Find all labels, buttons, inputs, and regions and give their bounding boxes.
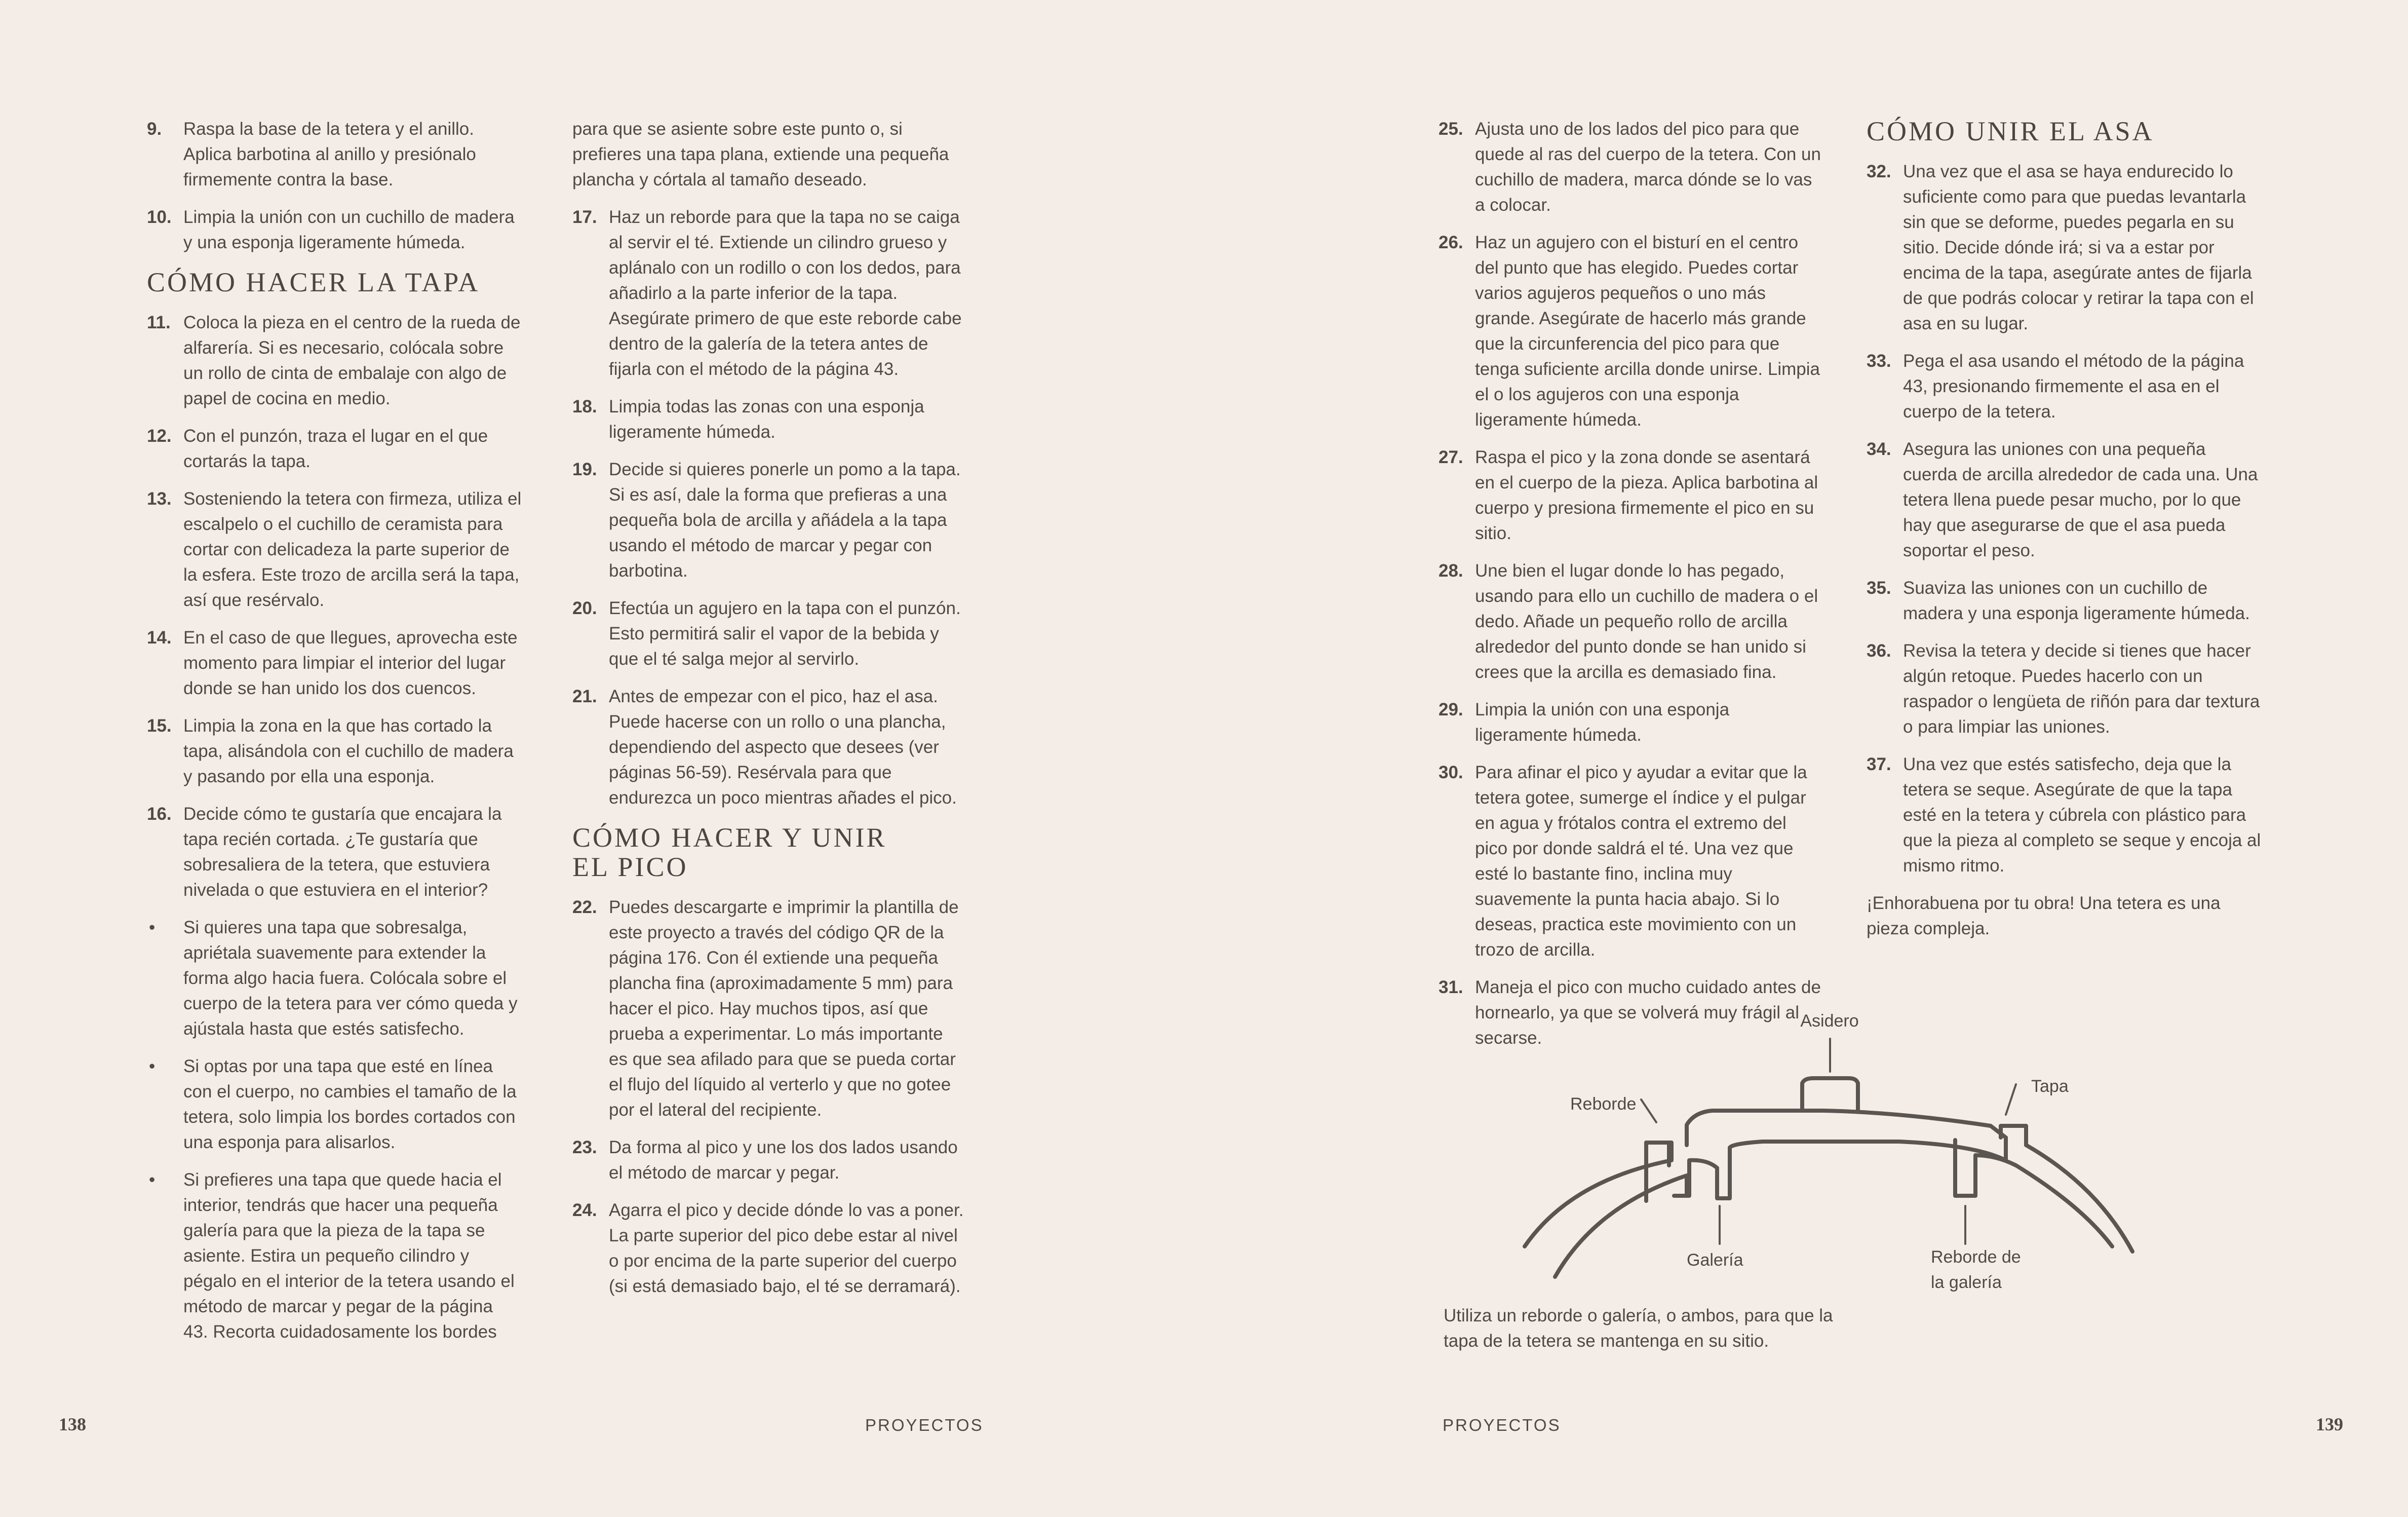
step-item bbox=[1439, 697, 1823, 748]
step-item bbox=[1867, 752, 2262, 879]
bullet-marker: • bbox=[149, 1056, 156, 1076]
teapot-body-outer bbox=[1525, 1143, 1672, 1246]
steps-17-21 bbox=[572, 205, 965, 811]
step-number: 13. bbox=[147, 489, 172, 509]
step-number: 25. bbox=[1439, 119, 1463, 139]
teapot-lid-diagram bbox=[1494, 993, 2163, 1307]
step-text: Haz un reborde para que la tapa no se caiga al servir el té. Extiende un cilindro grueso y aplánalo con un rodillo o con los dedos, para añadirlo a la parte inferior de la tapa. Asegúrate primero de que este reborde cabe dentro de la galería de la tetera antes de fijarla con el método de la página 43. bbox=[609, 207, 962, 379]
step-item bbox=[147, 117, 522, 193]
step-text: Una vez que estés satisfecho, deja que la tetera se seque. Asegúrate de que la tapa esté en la tetera y cúbrela con plástico para que la pieza al completo se seque y encoja al mismo ritmo. bbox=[1903, 754, 2261, 876]
step-item bbox=[1867, 638, 2262, 740]
step-item bbox=[572, 596, 965, 672]
step-item bbox=[572, 457, 965, 584]
step-item bbox=[1439, 760, 1823, 963]
step-text: Antes de empezar con el pico, haz el asa. Puede hacerse con un rollo o una plancha, dependiendo del aspecto que desees (ver páginas 56-59). Resérvala para que endurezca un poco mientras añades el pico. bbox=[609, 687, 957, 808]
step-text: Haz un agujero con el bisturí en el centro del punto que has elegido. Puedes cortar varios agujeros pequeños o uno más grande. Asegúrate de hacerlo más grande que la circunferencia del pico para que tenga suficiente arcilla donde unirse. Limpia el o los agujeros con una esponja ligeramente húmeda. bbox=[1475, 233, 1820, 430]
step-text: Maneja el pico con mucho cuidado antes de hornearlo, ya que se volverá muy frágil al secarse. bbox=[1475, 977, 1821, 1048]
teapot-body-inner bbox=[1555, 1175, 1687, 1277]
step-number: 16. bbox=[147, 804, 172, 824]
step-number: 14. bbox=[147, 628, 172, 648]
diagram-caption: Utiliza un reborde o galería, o ambos, para que la tapa de la tetera se mantenga en su sitio. bbox=[1444, 1306, 1833, 1351]
step-number: 29. bbox=[1439, 700, 1463, 719]
step-text: Decide si quieres ponerle un pomo a la tapa. Si es así, dale la forma que prefieras a una pequeña bola de arcilla y añádela a la tapa usando el método de marcar y pegar con barbotina. bbox=[609, 460, 961, 581]
step-item bbox=[147, 713, 522, 789]
step-item bbox=[572, 394, 965, 445]
step-number: 35. bbox=[1867, 578, 1891, 598]
bullet-item bbox=[147, 1167, 522, 1345]
step-item bbox=[147, 205, 522, 255]
step-number: 30. bbox=[1439, 763, 1463, 782]
step-text: Da forma al pico y une los dos lados usando el método de marcar y pegar. bbox=[609, 1137, 958, 1183]
label-reborde-galeria-1: Reborde de bbox=[1931, 1247, 2021, 1267]
step-number: 12. bbox=[147, 426, 172, 446]
footer-right: PROYECTOS bbox=[1443, 1416, 1561, 1434]
step-item bbox=[1439, 445, 1823, 546]
step-text: Sosteniendo la tetera con firmeza, utiliza el escalpelo o el cuchillo de ceramista para cortar con delicadeza la parte superior de la esfera. Este trozo de arcilla será la tapa, así que resérvalo. bbox=[183, 489, 522, 610]
step-number: 17. bbox=[572, 207, 597, 227]
step-item bbox=[572, 1135, 965, 1186]
step-text: Con el punzón, traza el lugar en el que cortarás la tapa. bbox=[183, 426, 488, 471]
step-text: Para afinar el pico y ayudar a evitar que la tetera gotee, sumerge el índice y el pulgar en agua y frótalos contra el extremo del pico por donde saldrá el té. Una vez que esté lo bastante fino, inclina muy suavemente la punta hacia abajo. Si lo deseas, practica este movimiento con un trozo de arcilla. bbox=[1475, 763, 1807, 960]
step-number: 34. bbox=[1867, 439, 1891, 459]
step-text: Si optas por una tapa que esté en línea con el cuerpo, no cambies el tamaño de la tetera, solo limpia los bordes cortados con una esponja para alisarlos. bbox=[183, 1056, 517, 1152]
step-text: Agarra el pico y decide dónde lo vas a poner. La parte superior del pico debe estar al nivel o por encima de la parte superior del cuerpo (si está demasiado bajo, el té se derramará). bbox=[609, 1200, 964, 1296]
label-reborde-galeria-2: la galería bbox=[1931, 1273, 2002, 1292]
steps-9-10 bbox=[147, 117, 522, 255]
footer-left: PROYECTOS bbox=[865, 1416, 984, 1434]
step-text: Raspa el pico y la zona donde se asentará en el cuerpo de la pieza. Aplica barbotina al cuerpo y presiona firmemente el pico en su sitio. bbox=[1475, 447, 1818, 543]
step-text: Limpia la unión con un cuchillo de madera y una esponja ligeramente húmeda. bbox=[183, 207, 515, 252]
step-item bbox=[1867, 349, 2262, 425]
right-column-2 bbox=[1867, 117, 2262, 954]
label-reborde: Reborde bbox=[1570, 1094, 1637, 1114]
heading-como-hacer-el-pico bbox=[572, 823, 965, 882]
step-item bbox=[1867, 159, 2262, 336]
step-text: Suaviza las uniones con un cuchillo de madera y una esponja ligeramente húmeda. bbox=[1903, 578, 2250, 623]
label-asidero: Asidero bbox=[1800, 1011, 1859, 1031]
leader-reborde bbox=[1641, 1099, 1656, 1122]
step-text: Revisa la tetera y decide si tienes que hacer algún retoque. Puedes hacerlo con un raspador o lengüeta de riñón para dar textura o para limpiar las uniones. bbox=[1903, 641, 2260, 737]
step-text: Limpia la unión con una esponja ligeramente húmeda. bbox=[1475, 700, 1730, 745]
step-number: 23. bbox=[572, 1137, 597, 1157]
step-item bbox=[572, 895, 965, 1123]
step-item bbox=[147, 625, 522, 701]
step-number: 11. bbox=[147, 313, 171, 332]
bullet-item bbox=[147, 915, 522, 1042]
step-number: 31. bbox=[1439, 977, 1463, 997]
heading-como-unir-el-asa: CÓMO UNIR EL ASA bbox=[1867, 116, 2154, 146]
label-galeria: Galería bbox=[1687, 1250, 1743, 1270]
step-text: Coloca la pieza en el centro de la rueda de alfarería. Si es necesario, colócala sobre un rollo de cinta de embalaje con algo de papel de cocina en medio. bbox=[183, 313, 521, 408]
teapot-body-right bbox=[2016, 1145, 2132, 1251]
step-item bbox=[147, 310, 522, 411]
step-item bbox=[1439, 230, 1823, 433]
bullet-list bbox=[147, 915, 522, 1345]
bullet-marker: • bbox=[149, 1170, 156, 1190]
step-text: Puedes descargarte e imprimir la plantilla de este proyecto a través del código QR de la página 176. Con él extiende una pequeña plancha fina (aproximadamente 5 mm) para hacer el pico. Hay muchos tipos, así que prueba a experimentar. Lo más importante es que sea afilado para que se pueda cortar el flujo del líquido al verterlo y que no gotee por el lateral del recipiente. bbox=[609, 897, 959, 1120]
closing-text: ¡Enhorabuena por tu obra! Una tetera es una pieza compleja. bbox=[1867, 893, 2221, 938]
step-item bbox=[1867, 437, 2262, 563]
knob bbox=[1802, 1078, 1858, 1111]
step-item bbox=[147, 802, 522, 903]
left-column-1 bbox=[147, 117, 522, 1357]
step-item bbox=[1439, 558, 1823, 685]
step-item bbox=[572, 205, 965, 382]
steps-22-24 bbox=[572, 895, 965, 1299]
bullet-marker: • bbox=[149, 918, 156, 937]
step-number: 20. bbox=[572, 598, 597, 618]
step-item bbox=[572, 684, 965, 811]
step-number: 9. bbox=[147, 119, 162, 139]
step-text: Limpia la zona en la que has cortado la tapa, alisándola con el cuchillo de madera y pasando por ella una esponja. bbox=[183, 716, 514, 786]
heading-como-hacer-la-tapa: CÓMO HACER LA TAPA bbox=[147, 267, 480, 297]
step-number: 28. bbox=[1439, 561, 1463, 581]
step-number: 26. bbox=[1439, 233, 1463, 252]
steps-11-16 bbox=[147, 310, 522, 903]
label-tapa: Tapa bbox=[2031, 1077, 2069, 1096]
steps-25-31 bbox=[1439, 117, 1823, 1051]
step-text: Si prefieres una tapa que quede hacia el interior, tendrás que hacer una pequeña galería para que la pieza de la tapa se asiente. Estira un pequeño cilindro y pégalo en el interior de la tetera usando el método de marcar y pegar de la página 43. Recorta cuidadosamente los bordes bbox=[183, 1170, 515, 1342]
step-number: 10. bbox=[147, 207, 172, 227]
step-item bbox=[147, 424, 522, 474]
step-number: 18. bbox=[572, 397, 597, 416]
step-text: Una vez que el asa se haya endurecido lo suficiente como para que puedas levantarla sin que se deforme, puedes pegarla en su sitio. Decide dónde irá; si va a estar por encima de la tapa, asegúrate antes de fijarla de que podrás colocar y retirar la tapa con el asa en su lugar. bbox=[1903, 162, 2254, 333]
step-text: Limpia todas las zonas con una esponja ligeramente húmeda. bbox=[609, 397, 924, 442]
step-number: 32. bbox=[1867, 162, 1891, 181]
step-text: Decide cómo te gustaría que encajara la tapa recién cortada. ¿Te gustaría que sobresaliera de la tetera, que estuviera nivelada o que estuviera en el interior? bbox=[183, 804, 502, 900]
step-number: 21. bbox=[572, 687, 597, 706]
bullet-item bbox=[147, 1054, 522, 1155]
step-text: Asegura las uniones con una pequeña cuerda de arcilla alrededor de cada una. Una tetera llena puede pesar mucho, por lo que hay que asegurarse de que el asa pueda soportar el peso. bbox=[1903, 439, 2258, 560]
step-text: En el caso de que llegues, aprovecha este momento para limpiar el interior del lugar donde se han unido los dos cuencos. bbox=[183, 628, 518, 698]
step-text: Efectúa un agujero en la tapa con el punzón. Esto permitirá salir el vapor de la bebida y que el té salga mejor al servirlo. bbox=[609, 598, 961, 669]
page-number-right: 139 bbox=[2316, 1414, 2343, 1434]
step-text: Raspa la base de la tetera y el anillo. Aplica barbotina al anillo y presiónalo firmemente contra la base. bbox=[183, 119, 476, 189]
left-column-2 bbox=[572, 117, 965, 1311]
step-text: Une bien el lugar donde lo has pegado, usando para ello un cuchillo de madera o el dedo. Añade un pequeño rollo de arcilla alrededor del punto donde se han unido si crees que la arcilla es demasiado fina. bbox=[1475, 561, 1818, 682]
right-column-1 bbox=[1439, 117, 1823, 1063]
step-number: 22. bbox=[572, 897, 597, 917]
heading-pico-line-2: EL PICO bbox=[572, 852, 688, 882]
step-number: 33. bbox=[1867, 351, 1891, 371]
continued-text: para que se asiente sobre este punto o, si prefieres una tapa plana, extiende una pequeña plancha y córtala al tamaño deseado. bbox=[572, 119, 949, 189]
step-text: Si quieres una tapa que sobresalga, apriétala suavemente para extender la forma algo hacia fuera. Colócala sobre el cuerpo de la tetera para ver cómo queda y ajústala hasta que estés satisfecho. bbox=[183, 918, 518, 1039]
heading-pico-line-1: CÓMO HACER Y UNIR bbox=[572, 822, 887, 853]
step-item bbox=[572, 1198, 965, 1299]
step-number: 36. bbox=[1867, 641, 1891, 661]
page-number-left: 138 bbox=[59, 1414, 86, 1434]
step-number: 19. bbox=[572, 460, 597, 479]
step-item bbox=[147, 486, 522, 613]
step-number: 24. bbox=[572, 1200, 597, 1220]
step-text: Pega el asa usando el método de la página 43, presionando firmemente el asa en el cuerpo de la tetera. bbox=[1903, 351, 2244, 422]
step-number: 37. bbox=[1867, 754, 1891, 774]
step-number: 15. bbox=[147, 716, 172, 736]
step-item bbox=[1439, 117, 1823, 218]
step-text: Ajusta uno de los lados del pico para que quede al ras del cuerpo de la tetera. Con un cuchillo de madera, marca dónde se lo vas a colocar. bbox=[1475, 119, 1821, 215]
step-number: 27. bbox=[1439, 447, 1463, 467]
steps-32-37 bbox=[1867, 159, 2262, 879]
step-item bbox=[1867, 576, 2262, 626]
leader-tapa bbox=[2006, 1084, 2016, 1115]
